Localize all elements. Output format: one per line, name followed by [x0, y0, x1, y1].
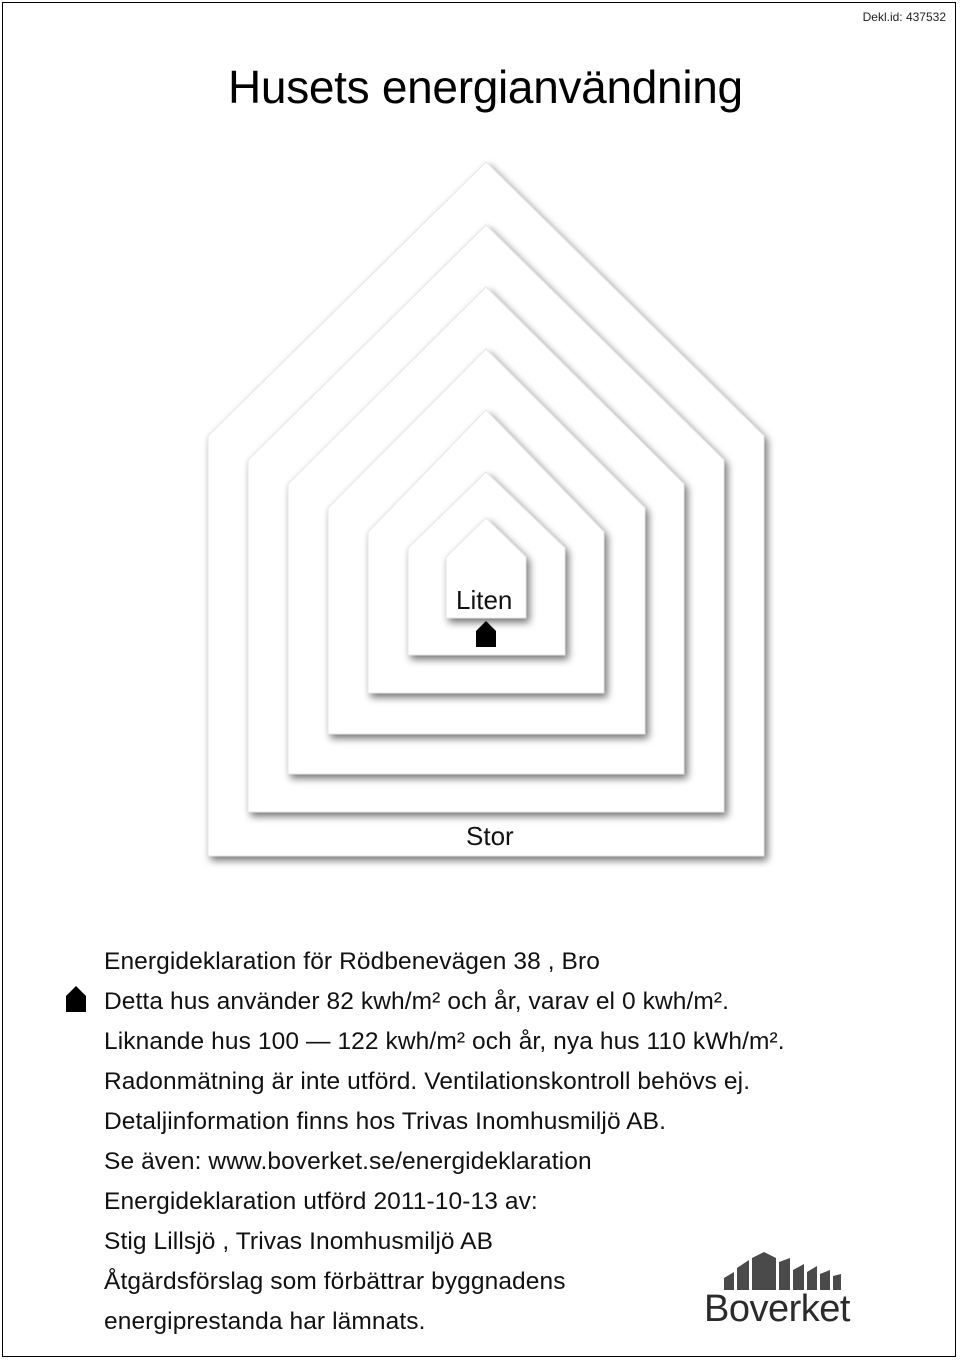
scale-label-large: Stor [466, 821, 514, 851]
declaration-id: Dekl.id: 437532 [862, 10, 946, 24]
boverket-roofline-icon [704, 1250, 854, 1290]
info-line-date: Energideklaration utförd 2011-10-13 av: [104, 1188, 538, 1215]
info-line-website: Se även: www.boverket.se/energideklaration [104, 1148, 592, 1175]
info-line-comparison: Liknande hus 100 — 122 kwh/m² och år, nya hus 110 kWh/m². [104, 1028, 785, 1055]
page-title: Husets energianvändning [228, 61, 743, 113]
house-icon [66, 986, 86, 1012]
house-icon [476, 621, 496, 647]
info-line-usage: Detta hus använder 82 kwh/m² och år, varav el 0 kwh/m². [104, 988, 730, 1015]
logo-wordmark: Boverket [704, 1288, 850, 1330]
boverket-logo [704, 1250, 854, 1335]
info-line-radon: Radonmätning är inte utförd. Ventilationskontroll behövs ej. [104, 1068, 751, 1095]
info-line-measures-cont: energiprestanda har lämnats. [104, 1308, 426, 1335]
info-line-measures: Åtgärdsförslag som förbättrar byggnadens [104, 1268, 566, 1295]
info-line-inspector: Stig Lillsjö , Trivas Inomhusmiljö AB [104, 1228, 494, 1255]
info-line-details: Detaljinformation finns hos Trivas Inomhusmiljö AB. [104, 1108, 667, 1135]
info-line-address: Energideklaration för Rödbenevägen 38 , Bro [104, 948, 600, 975]
scale-label-small: Liten [456, 585, 513, 615]
declaration-info [104, 942, 785, 1342]
